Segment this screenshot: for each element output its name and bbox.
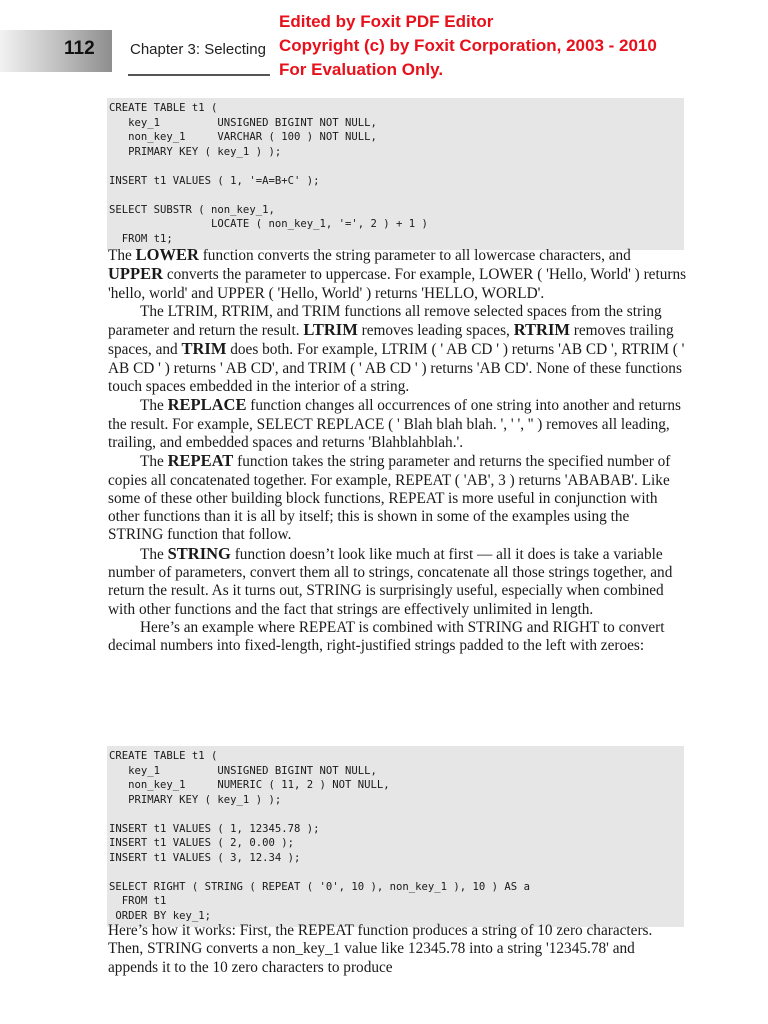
paragraph-text: The — [140, 397, 168, 415]
code-line: PRIMARY KEY ( key_1 ) ); — [109, 145, 282, 158]
code-block-substr-example — [107, 98, 684, 250]
code-line: INSERT t1 VALUES ( 3, 12.34 ); — [109, 851, 301, 864]
watermark-line: For Evaluation Only. — [279, 60, 444, 79]
paragraph-text: Here’s an example where REPEAT is combined with STRING and RIGHT to convert decimal numbers into fixed-length, right-justified strings padded to the left with zeroes: — [108, 618, 665, 655]
code-line — [109, 865, 684, 880]
code-line: key_1 UNSIGNED BIGINT NOT NULL, — [109, 764, 377, 777]
foxit-watermark — [279, 10, 657, 82]
paragraph-text: The — [108, 247, 136, 264]
paragraph-text: removes trailing spaces, and — [108, 322, 674, 359]
paragraph — [108, 303, 688, 396]
code-line: non_key_1 VARCHAR ( 100 ) NOT NULL, — [109, 131, 377, 143]
code-line: LOCATE ( non_key_1, '=', 2 ) + 1 ) — [109, 218, 428, 230]
code-block-repeat-example — [107, 746, 684, 927]
header-divider — [128, 74, 270, 76]
paragraph-text: function converts the string parameter to all lowercase characters, and — [198, 247, 631, 264]
paragraph-text: The — [140, 453, 168, 471]
code-line: ORDER BY key_1; — [109, 909, 212, 922]
function-keyword: LOWER — [135, 245, 199, 264]
paragraph-text: Here’s how it works: First, the REPEAT function produces a string of 10 zero characters. Then, STRING converts a non_key_1 value like 12345.78 into a string '12345.78' and appends it to the 10 zero characters to produce — [108, 922, 653, 976]
code-line: SELECT RIGHT ( STRING ( REPEAT ( '0', 10 ), non_key_1 ), 10 ) AS a — [109, 880, 530, 893]
paragraph-text: removes leading spaces, — [357, 322, 514, 340]
code-line — [109, 807, 684, 822]
code-line: PRIMARY KEY ( key_1 ) ); — [109, 793, 282, 806]
paragraph-text: does both. For example, LTRIM ( ' AB CD ' ) returns 'AB CD ', RTRIM ( ' AB CD ' ) returns ' AB CD', and TRIM ( ' AB CD ' ) returns 'AB CD'. None of these functions touch spaces embedded in the interior of a string. — [108, 341, 685, 396]
page-number: 112 — [64, 38, 95, 59]
code-line: FROM t1; — [109, 232, 173, 245]
code-line — [109, 159, 684, 174]
page-header-band — [0, 30, 112, 72]
paragraph-text: function takes the string parameter and returns the specified number of copies all concatenated together. For example, REPEAT ( 'AB', 3 ) returns 'ABABAB'. Like some of these other building block functions, REPEAT is more useful in conjunction with other functions than it is all by itself; this is shown in some of the examples using the STRING function that follow. — [108, 453, 671, 544]
code-line: INSERT t1 VALUES ( 2, 0.00 ); — [109, 837, 294, 849]
code-line: CREATE TABLE t1 ( — [109, 102, 218, 114]
code-line: INSERT t1 VALUES ( 1, 12345.78 ); — [109, 822, 320, 835]
watermark-line: Edited by Foxit PDF Editor — [279, 12, 494, 31]
code-line: non_key_1 NUMERIC ( 11, 2 ) NOT NULL, — [109, 779, 390, 791]
paragraph — [108, 396, 688, 452]
code-line: FROM t1 — [109, 895, 167, 907]
chapter-title: Chapter 3: Selecting — [130, 41, 266, 58]
paragraph-text: converts the parameter to uppercase. For example, LOWER ( 'Hello, World' ) returns 'hello, world' and UPPER ( 'Hello, World' ) returns 'HELLO, WORLD'. — [108, 266, 687, 302]
body-text-closing — [108, 922, 688, 977]
code-line: SELECT SUBSTR ( non_key_1, — [109, 203, 275, 216]
function-keyword: REPEAT — [167, 451, 234, 471]
paragraph — [108, 922, 688, 977]
paragraph — [108, 246, 688, 303]
function-keyword: RTRIM — [513, 320, 570, 340]
paragraph-text: The LTRIM, RTRIM, and TRIM functions all remove selected spaces from the string parameter and return the result. — [108, 302, 662, 340]
paragraph — [108, 545, 688, 619]
code-line — [109, 188, 684, 203]
paragraph-text: function doesn’t look like much at first — all it does is take a variable number of parameters, convert them all to strings, concatenate all those strings together, and return the result. As it turns out, STRING is surprisingly useful, especially when combined with other functions and the fact that strings are effectively unlimited in length. — [108, 545, 673, 618]
function-keyword: UPPER — [108, 264, 163, 284]
paragraph-text: function changes all occurrences of one string into another and returns the result. For example, SELECT REPLACE ( ' Blah blah blah. ', ' ', '' ) removes all leading, trailing, and embedded spaces and returns 'Blahblahblah.'. — [108, 397, 681, 451]
paragraph-text: The — [140, 545, 168, 563]
function-keyword: TRIM — [181, 339, 227, 359]
code-line: key_1 UNSIGNED BIGINT NOT NULL, — [109, 116, 377, 129]
function-keyword: STRING — [167, 543, 231, 563]
body-text-main — [108, 246, 688, 656]
code-line: CREATE TABLE t1 ( — [109, 750, 218, 762]
code-line: INSERT t1 VALUES ( 1, '=A=B+C' ); — [109, 174, 320, 187]
function-keyword: LTRIM — [303, 320, 358, 340]
paragraph — [108, 452, 688, 544]
function-keyword: REPLACE — [167, 395, 247, 415]
paragraph — [108, 619, 688, 656]
watermark-line: Copyright (c) by Foxit Corporation, 2003 - 2010 — [279, 36, 657, 55]
